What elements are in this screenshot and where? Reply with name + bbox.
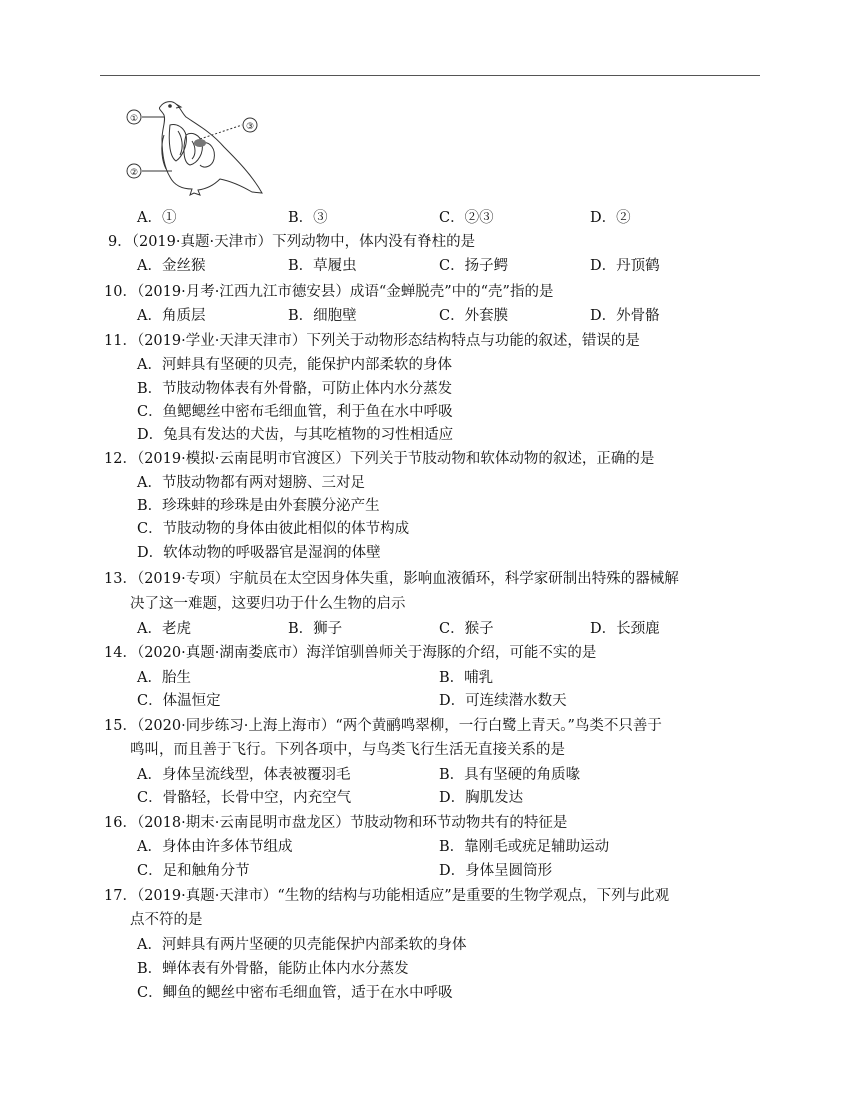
question-text: （2018·期末·云南昆明市盘龙区）节肢动物和环节动物共有的特征是 bbox=[136, 815, 568, 831]
q16-option-c: C．足和触角分节 bbox=[137, 863, 250, 879]
q11-option-d: D．兔具有发达的犬齿，与其吃植物的习性相适应 bbox=[137, 427, 454, 443]
question-13-stem-cont: 决了这一难题，这要归功于什么生物的启示 bbox=[130, 596, 406, 612]
q10-option-d: D．外骨骼 bbox=[590, 308, 660, 324]
q12-option-d: D．软体动物的呼吸器官是湿润的体壁 bbox=[137, 545, 381, 561]
option-text: ① bbox=[161, 210, 177, 226]
q15-option-c: C．骨骼轻，长骨中空，内充空气 bbox=[137, 790, 352, 806]
question-text: （2019·真题·天津市）“生物的结构与功能相适应”是重要的生物学观点，下列与此观 bbox=[136, 888, 670, 904]
q11-option-b: B．节肢动物体表有外骨骼，可防止体内水分蒸发 bbox=[137, 381, 453, 397]
q15-option-a: A．身体呈流线型，体表被覆羽毛 bbox=[137, 767, 351, 783]
q12-option-a: A．节肢动物都有两对翅膀、三对足 bbox=[137, 475, 365, 491]
question-text: （2020·真题·湖南娄底市）海洋馆驯兽师关于海豚的介绍，可能不实的是 bbox=[136, 645, 597, 661]
q9-option-c: C．扬子鳄 bbox=[439, 258, 509, 274]
question-10-stem bbox=[104, 282, 553, 302]
figure-label-3: ③ bbox=[245, 122, 255, 132]
question-number: 15． bbox=[104, 718, 137, 734]
question-14-stem bbox=[104, 643, 596, 663]
q10-option-a: A．角质层 bbox=[137, 308, 206, 324]
figure-label-2: ② bbox=[129, 168, 139, 178]
question-number: 9． bbox=[108, 234, 132, 250]
q11-option-c: C．鱼鳃鳃丝中密布毛细血管，利于鱼在水中呼吸 bbox=[137, 404, 453, 420]
q8-option-d bbox=[590, 208, 631, 228]
question-text: （2019·专项）宇航员在太空因身体失重，影响血液循环，科学家研制出特殊的器械解 bbox=[136, 571, 679, 587]
question-text: （2020·同步练习·上海上海市）“两个黄鹂鸣翠柳，一行白鹭上青天。”鸟类不只善于 bbox=[136, 718, 662, 734]
question-text: （2019·学业·天津天津市）下列关于动物形态结构特点与功能的叙述，错误的是 bbox=[136, 333, 640, 349]
q15-option-d: D．胸肌发达 bbox=[439, 790, 524, 806]
question-number: 12． bbox=[104, 451, 137, 467]
q17-option-b: B．蝉体表有外骨骼，能防止体内水分蒸发 bbox=[137, 961, 409, 977]
question-13-stem bbox=[104, 569, 679, 589]
q10-option-b: B．细胞壁 bbox=[288, 308, 357, 324]
question-15-stem-cont: 鸣叫，而且善于飞行。下列各项中，与鸟类飞行生活无直接关系的是 bbox=[130, 742, 565, 758]
q14-option-d: D．可连续潜水数天 bbox=[439, 693, 567, 709]
question-11-stem bbox=[104, 331, 640, 351]
question-text: （2019·月考·江西九江市德安县）成语“金蝉脱壳”中的“壳”指的是 bbox=[136, 284, 554, 300]
question-number: 17． bbox=[104, 888, 137, 904]
q17-option-c: C．鲫鱼的鳃丝中密布毛细血管，适于在水中呼吸 bbox=[137, 985, 453, 1001]
q9-option-d: D．丹顶鹤 bbox=[590, 258, 660, 274]
bird-diagram bbox=[120, 95, 275, 200]
question-number: 16． bbox=[104, 815, 137, 831]
question-number: 11． bbox=[104, 333, 137, 349]
question-17-stem bbox=[104, 886, 669, 906]
option-letter: C． bbox=[439, 210, 465, 226]
option-letter: A． bbox=[137, 210, 162, 226]
q11-option-a: A．河蚌具有坚硬的贝壳，能保护内部柔软的身体 bbox=[137, 357, 452, 373]
question-9-stem bbox=[108, 232, 475, 252]
q13-option-a: A．老虎 bbox=[137, 621, 191, 637]
question-15-stem bbox=[104, 716, 662, 736]
figure-label-1: ① bbox=[129, 114, 139, 124]
q14-option-b: B．哺乳 bbox=[439, 670, 494, 686]
q8-option-b bbox=[288, 208, 328, 228]
q13-option-b: B．狮子 bbox=[288, 621, 343, 637]
question-12-stem bbox=[104, 449, 654, 469]
option-text: ③ bbox=[313, 210, 328, 226]
q10-option-c: C．外套膜 bbox=[439, 308, 509, 324]
option-letter: B． bbox=[288, 210, 314, 226]
q15-option-b: B．具有坚硬的角质喙 bbox=[439, 767, 581, 783]
q14-option-a: A．胎生 bbox=[137, 670, 191, 686]
question-number: 10． bbox=[104, 284, 137, 300]
q12-option-b: B．珍珠蚌的珍珠是由外套膜分泌产生 bbox=[137, 498, 380, 514]
q13-option-d: D．长颈鹿 bbox=[590, 621, 660, 637]
q16-option-b: B．靠刚毛或疣足辅助运动 bbox=[439, 839, 610, 855]
q17-option-a: A．河蚌具有两片坚硬的贝壳能保护内部柔软的身体 bbox=[137, 937, 467, 953]
option-text: ②③ bbox=[464, 210, 494, 226]
q16-option-a: A．身体由许多体节组成 bbox=[137, 839, 293, 855]
question-16-stem bbox=[104, 813, 567, 833]
q14-option-c: C．体温恒定 bbox=[137, 693, 221, 709]
question-17-stem-cont: 点不符的是 bbox=[130, 912, 203, 928]
question-number: 13． bbox=[104, 571, 137, 587]
q9-option-a: A．金丝猴 bbox=[137, 258, 206, 274]
question-text: （2019·模拟·云南昆明市官渡区）下列关于节肢动物和软体动物的叙述，正确的是 bbox=[136, 451, 655, 467]
option-text: ② bbox=[616, 210, 631, 226]
q9-option-b: B．草履虫 bbox=[288, 258, 357, 274]
option-letter: D． bbox=[590, 210, 617, 226]
question-number: 14． bbox=[104, 645, 137, 661]
q8-option-a bbox=[137, 208, 176, 228]
question-text: （2019·真题·天津市）下列动物中，体内没有脊柱的是 bbox=[131, 234, 476, 250]
header-rule bbox=[100, 75, 760, 76]
q8-option-c bbox=[439, 208, 494, 228]
q12-option-c: C．节肢动物的身体由彼此相似的体节构成 bbox=[137, 521, 410, 537]
q13-option-c: C．猴子 bbox=[439, 621, 494, 637]
q16-option-d: D．身体呈圆筒形 bbox=[439, 863, 553, 879]
